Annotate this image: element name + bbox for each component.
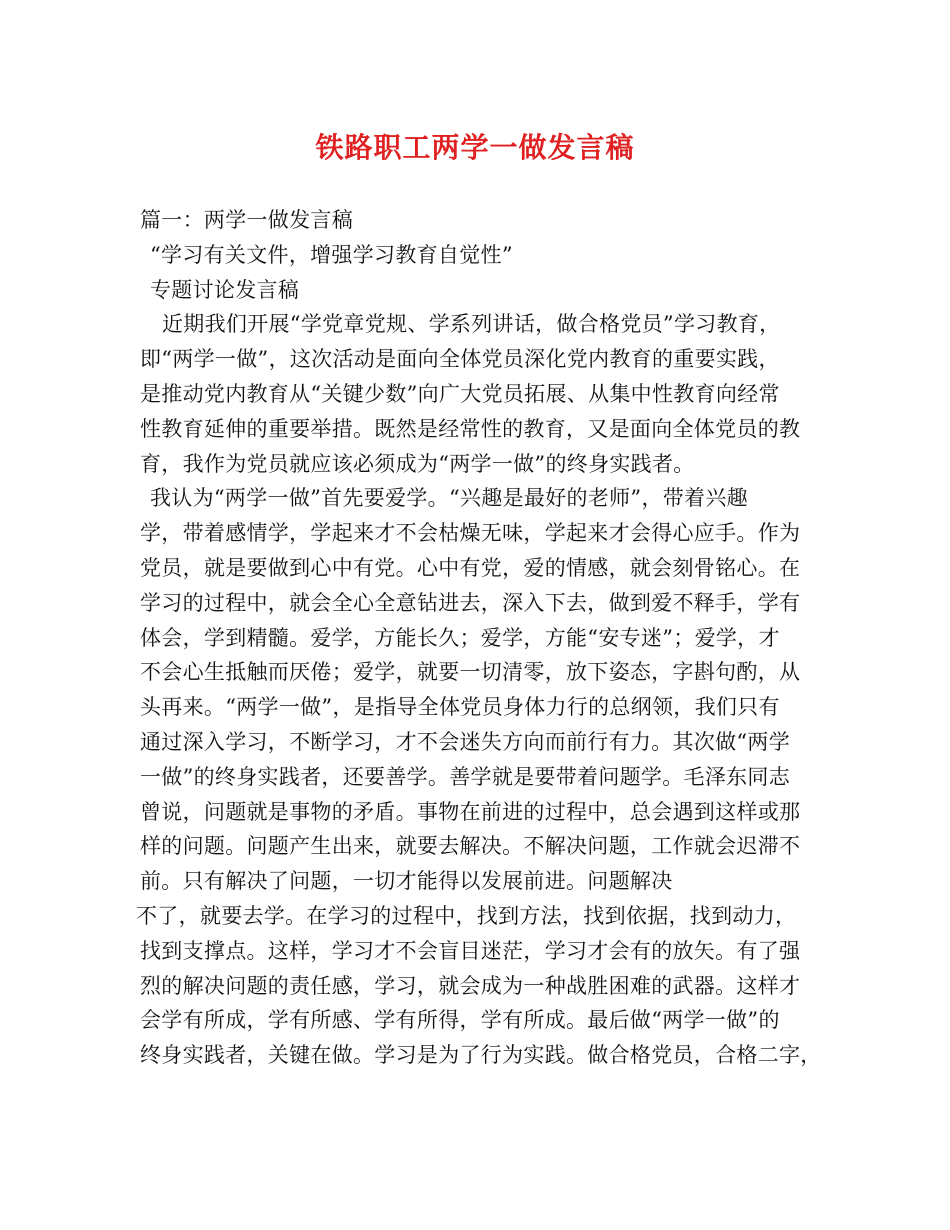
subtitle-line: “学习有关文件，增强学习教育自觉性” (150, 242, 513, 267)
paragraph-line: 头再来。“两学一做”，是指导全体党员身体力行的总纲领，我们只有 (140, 695, 780, 720)
paragraph-line: 育，我作为党员就应该必须成为“两学一做”的终身实践者。 (140, 451, 695, 476)
paragraph-line: 即“两学一做”，这次活动是面向全体党员深化党内教育的重要实践， (140, 347, 780, 372)
paragraph-line: 前。只有解决了问题，一切才能得以发展前进。问题解决 (140, 869, 673, 894)
paragraph-line: 体会，学到精髓。爱学，方能长久；爱学，方能“安专迷”；爱学，才 (140, 625, 780, 650)
paragraph-line: 找到支撑点。这样，学习才不会盲目迷茫，学习才会有的放矢。有了强 (140, 938, 801, 963)
section-heading: 篇一：两学一做发言稿 (140, 208, 353, 232)
document-title: 铁路职工两学一做发言稿 (315, 131, 635, 164)
paragraph-line: 通过深入学习，不断学习，才不会迷失方向而前行有力。其次做“两学 (140, 729, 791, 754)
paragraph-line: 终身实践者，关键在做。学习是为了行为实践。做合格党员，合格二字， (140, 1043, 822, 1068)
paragraph-line: 一做”的终身实践者，还要善学。善学就是要带着问题学。毛泽东同志 (140, 764, 791, 789)
paragraph-line: 是推动党内教育从“关键少数”向广大党员拓展、从集中性教育向经常 (140, 381, 780, 406)
paragraph-line: 我认为“两学一做”首先要爱学。“兴趣是最好的老师”，带着兴趣 (150, 486, 748, 511)
paragraph-line: 不了，就要去学。在学习的过程中，找到方法，找到依据，找到动力， (136, 903, 797, 928)
paragraph-line: 性教育延伸的重要举措。既然是经常性的教育，又是面向全体党员的教 (140, 416, 801, 441)
paragraph-line: 党员，就是要做到心中有党。心中有党，爱的情感，就会刻骨铭心。在 (140, 555, 801, 580)
paragraph-line: 学习的过程中，就会全心全意钻进去，深入下去，做到爱不释手，学有 (140, 590, 801, 615)
paragraph-line: 曾说，问题就是事物的矛盾。事物在前进的过程中，总会遇到这样或那 (140, 799, 801, 824)
paragraph-line: 学，带着感情学，学起来才不会枯燥无味，学起来才会得心应手。作为 (140, 521, 801, 546)
paragraph-line: 样的问题。问题产生出来，就要去解决。不解决问题，工作就会迟滞不 (140, 834, 801, 859)
paragraph-line: 烈的解决问题的责任感，学习，就会成为一种战胜困难的武器。这样才 (140, 973, 801, 998)
document-body (136, 203, 830, 1073)
paragraph-line: 近期我们开展“学党章党规、学系列讲话，做合格党员”学习教育， (162, 312, 781, 337)
paragraph-line: 不会心生抵触而厌倦；爱学，就要一切清零，放下姿态，字斟句酌，从 (140, 660, 801, 685)
subtitle-line: 专题讨论发言稿 (150, 277, 300, 302)
paragraph-line: 会学有所成，学有所感、学有所得，学有所成。最后做“两学一做”的 (140, 1008, 780, 1033)
